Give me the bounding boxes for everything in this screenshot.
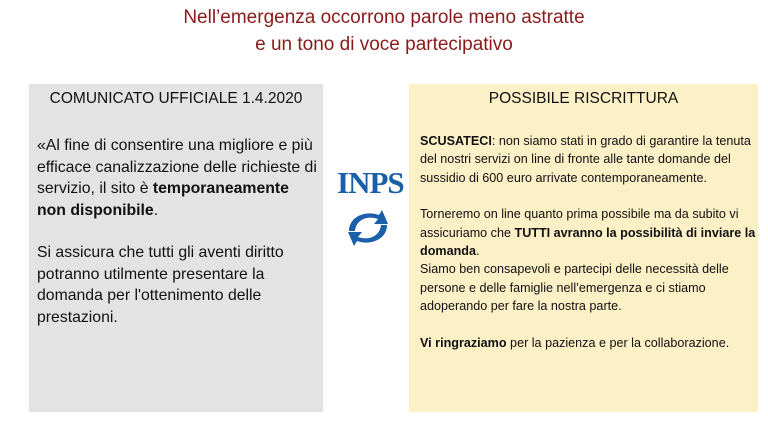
rewrite-thanks-bold: Vi ringraziamo (420, 335, 507, 350)
rewrite-promise-end: . (475, 244, 480, 259)
statement-text: «Al fine di consentire una migliore e più efficace canalizzazione delle richieste di servizio, il sito è (37, 137, 317, 197)
rewrite-paragraph-2 (420, 205, 756, 315)
official-statement-paragraph-1 (37, 135, 319, 221)
rewrite-panel (409, 84, 758, 412)
rewrite-promise-text: Torneremo on line quanto prima possibile ma da subito vi assicuriamo che (420, 207, 739, 240)
inps-logo (337, 165, 404, 266)
statement-text-end: . (153, 201, 159, 219)
rewrite-paragraph-3 (420, 334, 756, 352)
inps-swirl-icon (343, 206, 393, 250)
statement-bold-text: temporaneamente non disponibile (37, 180, 289, 219)
title-line-1: Nell’emergenza occorrono parole meno astratte (183, 7, 585, 28)
rewrite-body (420, 132, 756, 352)
rewrite-apology-bold: SCUSATECI (420, 134, 492, 148)
rewrite-heading: POSSIBILE RISCRITTURA (488, 90, 679, 107)
inps-logo-text: INPS (337, 165, 404, 200)
rewrite-apology-text: : non siamo stati in grado di garantire la tenuta del nostri servizi on line di fronte alle tante domande del sussidio di 600 euro arrivate contemporaneamente. (420, 134, 751, 185)
official-statement-heading: COMUNICATO UFFICIALE 1.4.2020 (49, 90, 303, 107)
rewrite-thanks-text: per la pazienza e per la collaborazione. (506, 335, 730, 350)
title-line-2: e un tono di voce partecipativo (255, 34, 513, 55)
slide-title (0, 4, 768, 58)
official-statement-body (37, 135, 319, 328)
rewrite-paragraph-1 (420, 132, 756, 187)
official-statement-panel (29, 84, 323, 412)
rewrite-empathy-text: Siamo ben consapevoli e partecipi delle necessità delle persone e delle famiglie nell’emergenza e ci stiamo adoperando per fare la nostra parte. (420, 262, 729, 314)
rewrite-promise-bold: TUTTI avranno la possibilità di inviare la domanda (420, 225, 756, 259)
official-statement-paragraph-2: Si assicura che tutti gli aventi diritto potranno utilmente presentare la domanda per l'ottenimento delle prestazioni. (37, 244, 284, 326)
